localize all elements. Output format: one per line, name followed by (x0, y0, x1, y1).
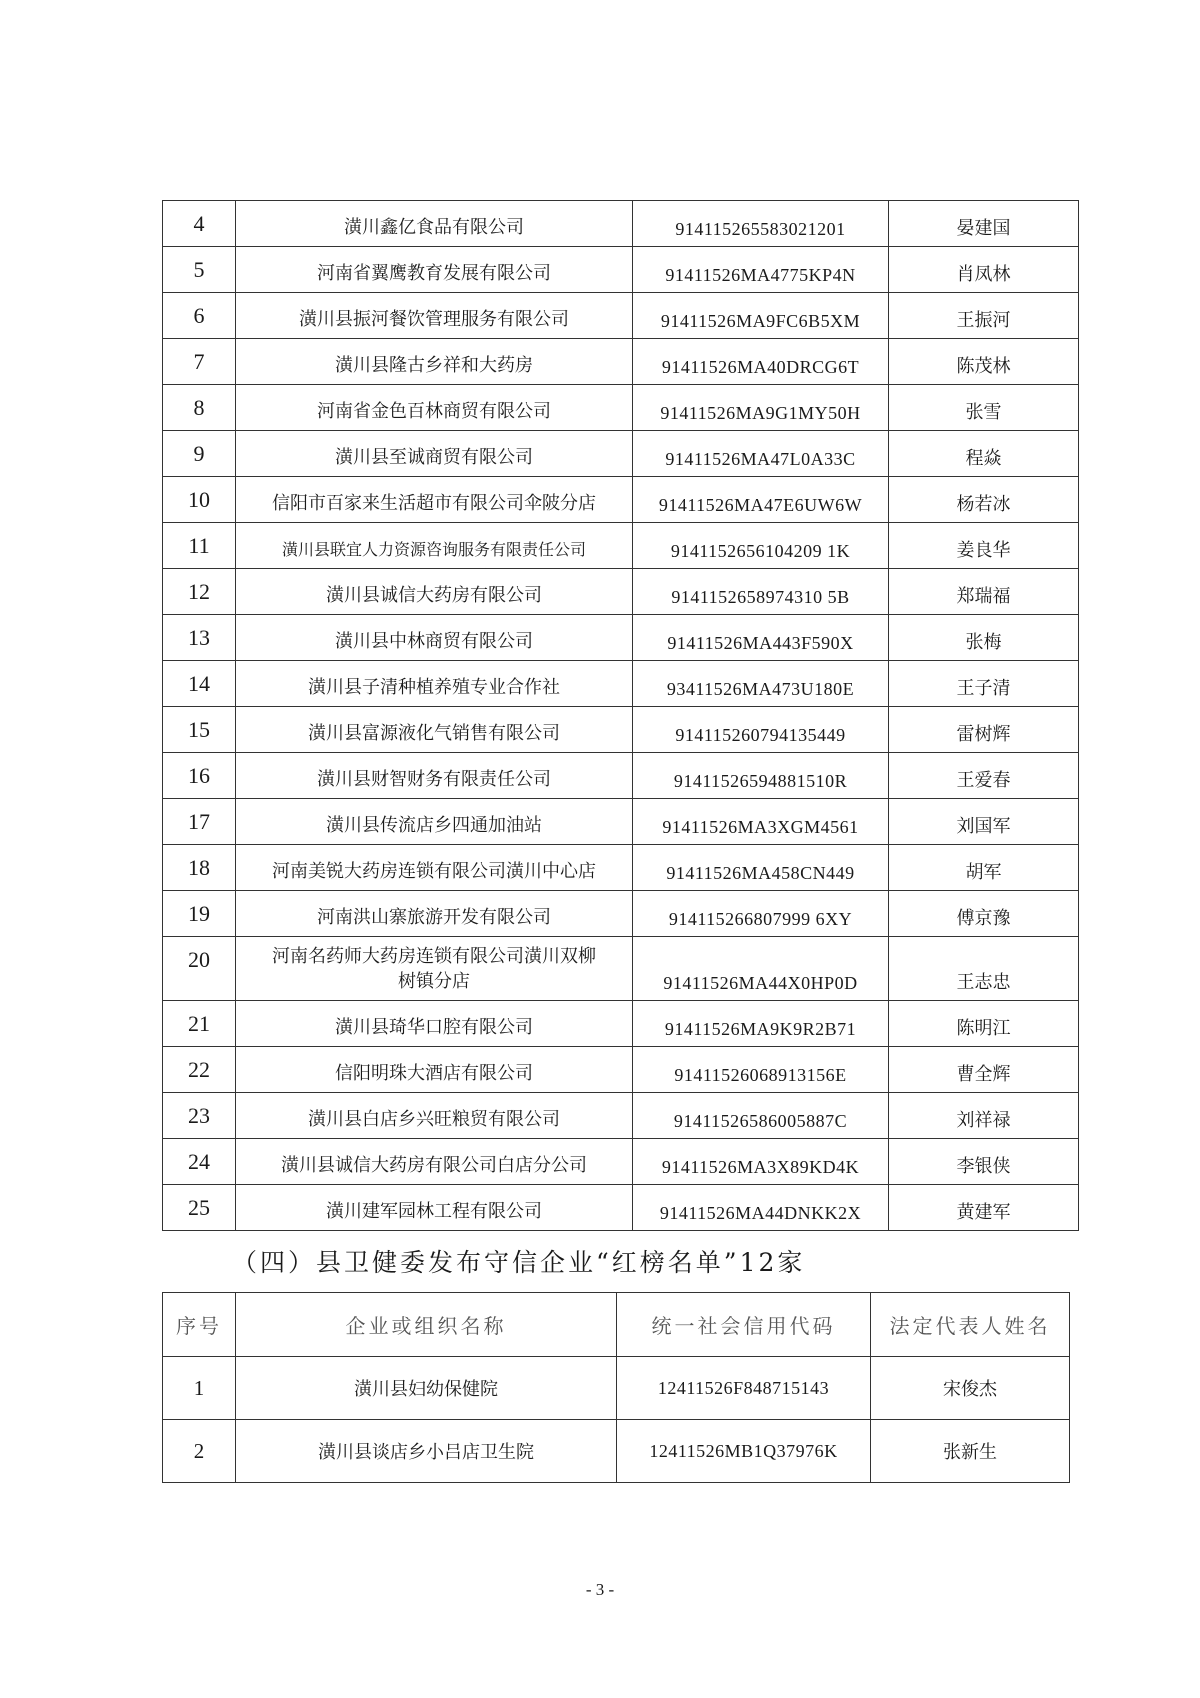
table-row (163, 1047, 1079, 1093)
enterprise-name (236, 937, 633, 1001)
enterprise-name: 潢川县富源液化气销售有限公司 (236, 707, 633, 753)
column-header-code: 统一社会信用代码 (617, 1293, 871, 1357)
table-row (163, 937, 1079, 1001)
row-number: 2 (163, 1420, 236, 1483)
legal-representative: 张新生 (871, 1420, 1070, 1483)
row-number: 4 (163, 201, 236, 247)
table-row (163, 661, 1079, 707)
enterprise-name: 潢川县振河餐饮管理服务有限公司 (236, 293, 633, 339)
row-number: 24 (163, 1139, 236, 1185)
legal-representative: 李银侠 (889, 1139, 1079, 1185)
credit-code: 91411526MA3X89KD4K (633, 1139, 889, 1185)
legal-representative: 王爱春 (889, 753, 1079, 799)
enterprise-name: 潢川县子清种植养殖专业合作社 (236, 661, 633, 707)
enterprise-name: 潢川县至诚商贸有限公司 (236, 431, 633, 477)
table-row (163, 1001, 1079, 1047)
page-number: - 3 - (585, 1580, 615, 1599)
column-header-number: 序号 (163, 1293, 236, 1357)
table-row (163, 845, 1079, 891)
credit-code: 91411526586005887C (633, 1093, 889, 1139)
table-row (163, 615, 1079, 661)
enterprise-name-line-2: 树镇分店 (398, 971, 470, 992)
enterprise-name: 河南美锐大药房连锁有限公司潢川中心店 (236, 845, 633, 891)
legal-representative: 张梅 (889, 615, 1079, 661)
credit-code: 9141152658974310 5B (633, 569, 889, 615)
table-row (163, 293, 1079, 339)
health-commission-red-list-table (162, 1292, 1070, 1483)
row-number: 22 (163, 1047, 236, 1093)
row-number: 11 (163, 523, 236, 569)
credit-code: 91411526MA44X0HP0D (633, 937, 889, 1001)
legal-representative: 陈明江 (889, 1001, 1079, 1047)
table-row (163, 385, 1079, 431)
row-number: 16 (163, 753, 236, 799)
row-number: 10 (163, 477, 236, 523)
table-header-row (163, 1293, 1070, 1357)
table-row (163, 1357, 1070, 1420)
table-row (163, 201, 1079, 247)
legal-representative: 王振河 (889, 293, 1079, 339)
credit-code: 914115260794135449 (633, 707, 889, 753)
enterprise-name: 河南洪山寨旅游开发有限公司 (236, 891, 633, 937)
table-row (163, 1420, 1070, 1483)
legal-representative: 刘祥禄 (889, 1093, 1079, 1139)
legal-representative: 王志忠 (889, 937, 1079, 1001)
enterprise-name: 潢川县传流店乡四通加油站 (236, 799, 633, 845)
row-number: 23 (163, 1093, 236, 1139)
enterprise-name: 河南省翼鹰教育发展有限公司 (236, 247, 633, 293)
legal-representative: 王子清 (889, 661, 1079, 707)
row-number: 7 (163, 339, 236, 385)
credit-code: 914115265583021201 (633, 201, 889, 247)
column-header-representative: 法定代表人姓名 (871, 1293, 1070, 1357)
legal-representative: 雷树辉 (889, 707, 1079, 753)
enterprise-name: 潢川鑫亿食品有限公司 (236, 201, 633, 247)
row-number: 6 (163, 293, 236, 339)
row-number: 1 (163, 1357, 236, 1420)
enterprise-name: 潢川县白店乡兴旺粮贸有限公司 (236, 1093, 633, 1139)
enterprise-name: 潢川县诚信大药房有限公司白店分公司 (236, 1139, 633, 1185)
credit-code: 91411526MA40DRCG6T (633, 339, 889, 385)
credit-code: 91411526594881510R (633, 753, 889, 799)
row-number: 15 (163, 707, 236, 753)
enterprise-name: 潢川县中林商贸有限公司 (236, 615, 633, 661)
credit-code: 914115266807999 6XY (633, 891, 889, 937)
legal-representative: 曹全辉 (889, 1047, 1079, 1093)
credit-code: 91411526MA458CN449 (633, 845, 889, 891)
legal-representative: 晏建国 (889, 201, 1079, 247)
credit-code: 9141152656104209 1K (633, 523, 889, 569)
row-number: 17 (163, 799, 236, 845)
credit-code: 91411526MA9K9R2B71 (633, 1001, 889, 1047)
column-header-name: 企业或组织名称 (236, 1293, 617, 1357)
table-row (163, 247, 1079, 293)
enterprise-name-line-1: 河南名药师大药房连锁有限公司潢川双柳 (272, 946, 596, 967)
enterprise-name: 潢川县妇幼保健院 (236, 1357, 617, 1420)
credit-code: 12411526F848715143 (617, 1357, 871, 1420)
section-heading: （四）县卫健委发布守信企业“红榜名单”12家 (232, 1248, 806, 1277)
legal-representative: 胡军 (889, 845, 1079, 891)
credit-code: 91411526MA443F590X (633, 615, 889, 661)
credit-code: 91411526MA9FC6B5XM (633, 293, 889, 339)
credit-code: 91411526MA44DNKK2X (633, 1185, 889, 1231)
enterprise-name: 潢川建军园林工程有限公司 (236, 1185, 633, 1231)
legal-representative: 黄建军 (889, 1185, 1079, 1231)
enterprise-name: 信阳市百家来生活超市有限公司伞陂分店 (236, 477, 633, 523)
table-row (163, 799, 1079, 845)
row-number: 19 (163, 891, 236, 937)
row-number: 14 (163, 661, 236, 707)
table-row (163, 523, 1079, 569)
table-row (163, 569, 1079, 615)
credit-code: 91411526MA47E6UW6W (633, 477, 889, 523)
enterprise-name: 河南省金色百林商贸有限公司 (236, 385, 633, 431)
row-number: 12 (163, 569, 236, 615)
legal-representative: 肖凤林 (889, 247, 1079, 293)
enterprise-name: 潢川县谈店乡小吕店卫生院 (236, 1420, 617, 1483)
table-row (163, 707, 1079, 753)
table-row (163, 339, 1079, 385)
enterprise-name: 潢川县财智财务有限责任公司 (236, 753, 633, 799)
legal-representative: 杨若冰 (889, 477, 1079, 523)
legal-representative: 刘国军 (889, 799, 1079, 845)
credit-code: 91411526068913156E (633, 1047, 889, 1093)
credit-code: 91411526MA4775KP4N (633, 247, 889, 293)
legal-representative: 郑瑞福 (889, 569, 1079, 615)
legal-representative: 傅京豫 (889, 891, 1079, 937)
table-row (163, 891, 1079, 937)
credit-code: 12411526MB1Q37976K (617, 1420, 871, 1483)
table-row (163, 753, 1079, 799)
enterprise-name: 潢川县琦华口腔有限公司 (236, 1001, 633, 1047)
legal-representative: 宋俊杰 (871, 1357, 1070, 1420)
legal-representative: 程焱 (889, 431, 1079, 477)
table-row (163, 1139, 1079, 1185)
row-number: 13 (163, 615, 236, 661)
credit-code: 91411526MA9G1MY50H (633, 385, 889, 431)
credit-code: 91411526MA3XGM4561 (633, 799, 889, 845)
legal-representative: 张雪 (889, 385, 1079, 431)
row-number: 25 (163, 1185, 236, 1231)
enterprise-name: 潢川县隆古乡祥和大药房 (236, 339, 633, 385)
legal-representative: 陈茂林 (889, 339, 1079, 385)
enterprise-name: 信阳明珠大酒店有限公司 (236, 1047, 633, 1093)
row-number: 20 (163, 937, 236, 1001)
table-row (163, 431, 1079, 477)
table-row (163, 477, 1079, 523)
enterprise-name: 潢川县诚信大药房有限公司 (236, 569, 633, 615)
table-row (163, 1185, 1079, 1231)
row-number: 5 (163, 247, 236, 293)
legal-representative: 姜良华 (889, 523, 1079, 569)
enterprise-list-table (162, 200, 1079, 1231)
row-number: 21 (163, 1001, 236, 1047)
credit-code: 91411526MA47L0A33C (633, 431, 889, 477)
table-row (163, 1093, 1079, 1139)
enterprise-name: 潢川县联宜人力资源咨询服务有限责任公司 (236, 523, 633, 569)
row-number: 9 (163, 431, 236, 477)
row-number: 8 (163, 385, 236, 431)
row-number: 18 (163, 845, 236, 891)
credit-code: 93411526MA473U180E (633, 661, 889, 707)
